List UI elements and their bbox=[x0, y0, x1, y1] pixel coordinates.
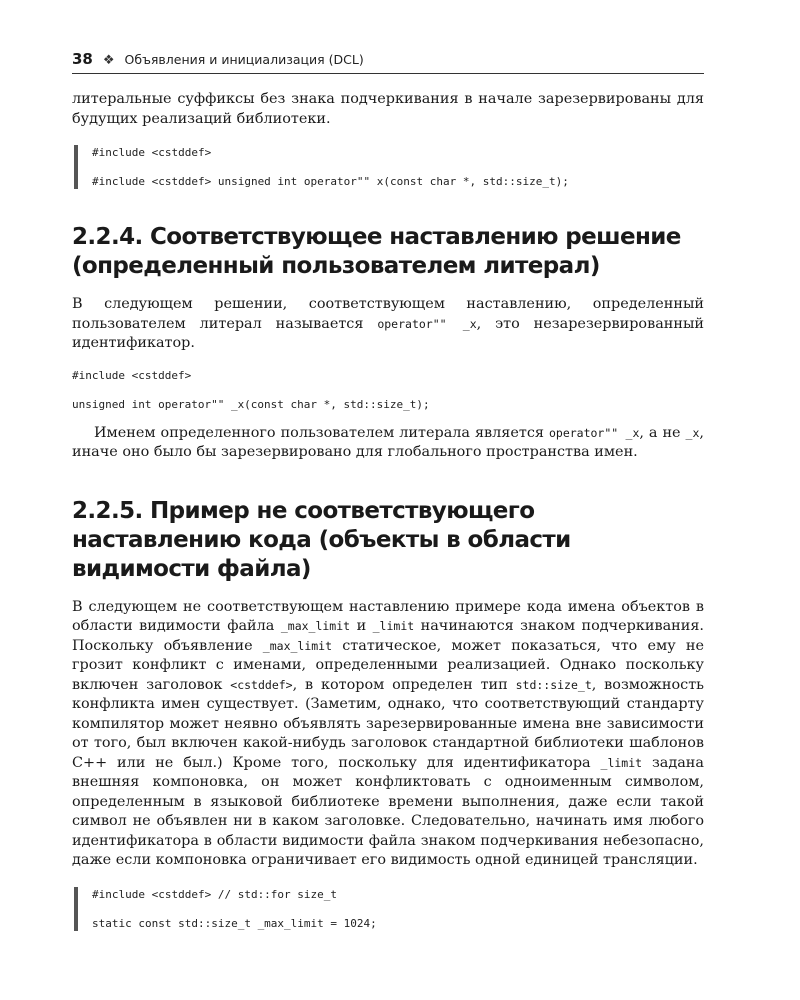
code-line: #include <cstddef> bbox=[72, 368, 192, 382]
inline-code: <cstddef> bbox=[230, 677, 293, 692]
inline-code: _x bbox=[685, 425, 700, 440]
inline-code: _limit bbox=[600, 755, 643, 770]
code-block-3 bbox=[74, 887, 704, 931]
inline-code: _limit bbox=[372, 619, 415, 633]
page-body bbox=[72, 90, 704, 931]
inline-code: _max_limit bbox=[280, 619, 351, 633]
chapter-title: Объявления и инициализация (DCL) bbox=[124, 52, 364, 67]
section-224-paragraph-2: Именем определенного пользователем литерала является operator"" _x, а не _x, иначе оно было бы зарезервировано для глобального пространства имен. bbox=[72, 424, 704, 460]
intro-paragraph: литеральные суффиксы без знака подчеркивания в начале зарезервированы для будущих реализаций библиотеки. bbox=[72, 91, 704, 127]
inline-code: std::size_t bbox=[515, 677, 592, 692]
code-block-2 bbox=[72, 368, 704, 412]
code-block-1 bbox=[74, 145, 704, 189]
ornament-icon: ❖ bbox=[102, 53, 115, 68]
inline-code: _max_limit bbox=[262, 638, 333, 653]
section-heading-2-2-5: 2.2.5. Пример не соответствующего наставлению кода (объекты в области видимости файла) bbox=[72, 497, 571, 582]
code-line: #include <cstddef> bbox=[92, 146, 212, 159]
page-number: 38 bbox=[72, 50, 93, 68]
running-header bbox=[72, 50, 704, 74]
code-line: #include <cstddef> unsigned int operator"" x(const char *, std::size_t); bbox=[92, 175, 569, 188]
code-line: #include <cstddef> // std::for size_t bbox=[92, 887, 338, 901]
code-line: static const std::size_t _max_limit = 1024; bbox=[92, 916, 377, 930]
code-line: unsigned int operator"" _x(const char *, std::size_t); bbox=[72, 397, 430, 411]
section-heading-2-2-4: 2.2.4. Соответствующее наставлению решение (определенный пользователем литерал) bbox=[72, 224, 681, 279]
section-225-paragraph: В следующем не соответствующем наставлению примере кода имена объектов в области видимости файла _max_limit и _limit начинаются знаком подчеркивания. Поскольку объявление _max_limit статическое, может показаться, что ему не грозит конфликт с именами, определенными реализацией. Однако поскольку включен заголовок <cstddef>, в котором определен тип std::size_t, возможность конфликта имен существует. (Заметим, однако, что соответствующий стандарту компилятор может неявно объявлять зарезервированные имена вне зависимости от того, был включен какой-нибудь заголовок стандартной библиотеки шаблонов C++ или не был.) Кроме того, поскольку для идентификатора _limit задана внешняя компоновка, он может конфликтовать с одноименным символом, определенным в языковой библиотеке времени выполнения, даже если такой символ не объявлен ни в каком заголовке. Следовательно, начинать имя любого идентификатора в области видимости файла знаком подчеркивания небезопасно, даже если компоновка ограничивает его видимость одной единицей трансляции. bbox=[72, 598, 705, 868]
section-224-paragraph-1: В следующем решении, соответствующем наставлению, определенный пользователем литерал называется operator"" _x, это незарезервированный идентификатор. bbox=[72, 296, 704, 351]
inline-code: operator"" _x bbox=[548, 425, 640, 440]
inline-code: operator"" _x bbox=[377, 316, 477, 331]
